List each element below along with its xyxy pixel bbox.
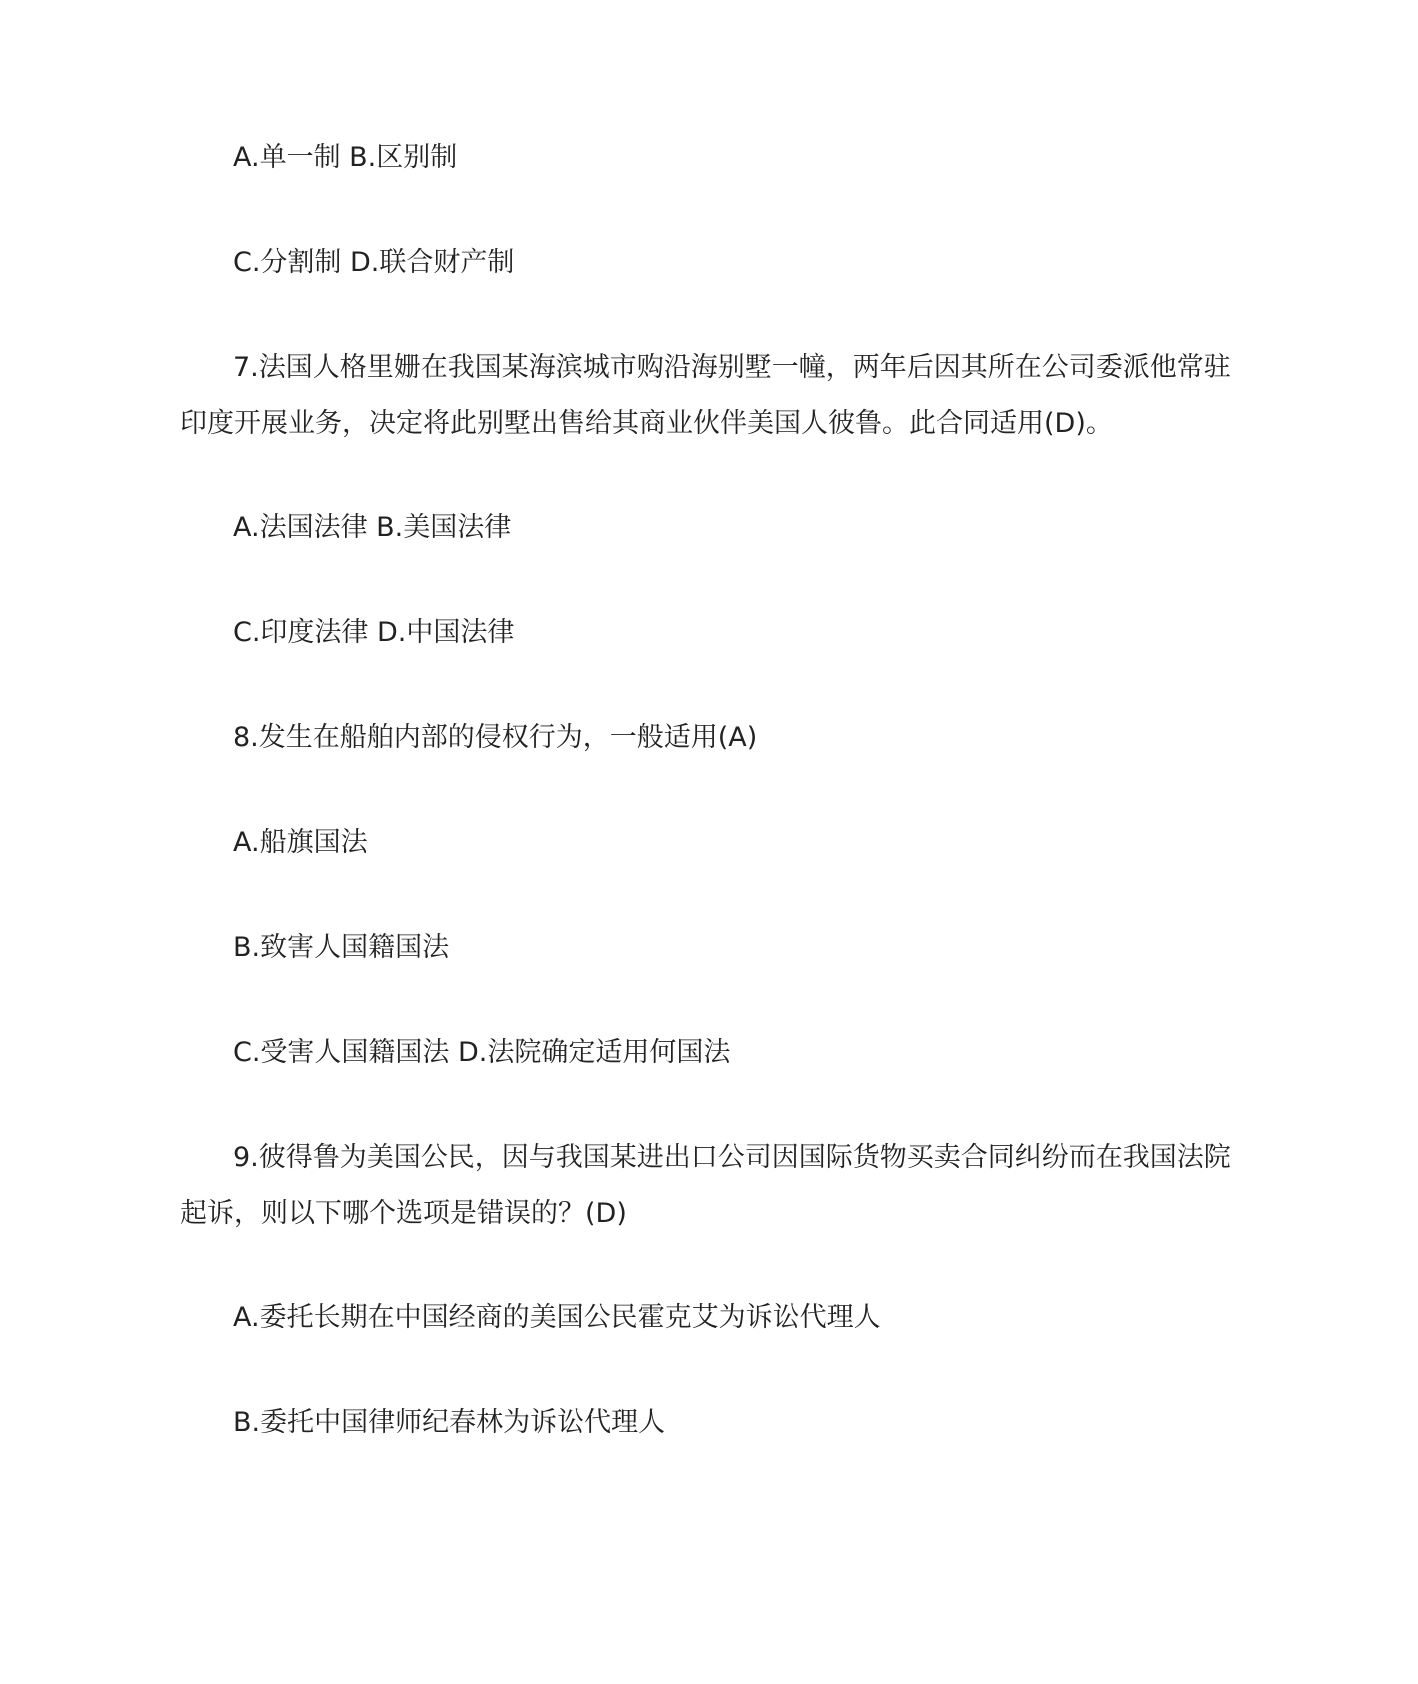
q7-question-line-1: 7.法国人格里姗在我国某海滨城市购沿海别墅一幢，两年后因其所在公司委派他常驻 [233, 352, 1231, 383]
q9-option-b: B.委托中国律师纪春林为诉讼代理人 [233, 1407, 666, 1438]
q8-option-a: A.船旗国法 [233, 827, 368, 858]
q8-option-c-d: C.受害人国籍国法 D.法院确定适用何国法 [233, 1037, 731, 1068]
q8-option-b: B.致害人国籍国法 [233, 932, 450, 963]
q9-question-line-1: 9.彼得鲁为美国公民，因与我国某进出口公司因国际货物买卖合同纠纷而在我国法院 [233, 1142, 1231, 1173]
q7-question-line-2: 印度开展业务，决定将此别墅出售给其商业伙伴美国人彼鲁。此合同适用(D)。 [180, 408, 1113, 439]
q9-question-line-2: 起诉，则以下哪个选项是错误的？(D) [180, 1198, 627, 1229]
q7-option-a-b: A.法国法律 B.美国法律 [233, 512, 512, 543]
q7-option-c-d: C.印度法律 D.中国法律 [233, 617, 515, 648]
q6-option-a-b: A.单一制 B.区别制 [233, 142, 458, 173]
q9-option-a: A.委托长期在中国经商的美国公民霍克艾为诉讼代理人 [233, 1302, 881, 1333]
q6-option-c-d: C.分割制 D.联合财产制 [233, 247, 515, 278]
q8-question: 8.发生在船舶内部的侵权行为，一般适用(A) [233, 722, 758, 753]
